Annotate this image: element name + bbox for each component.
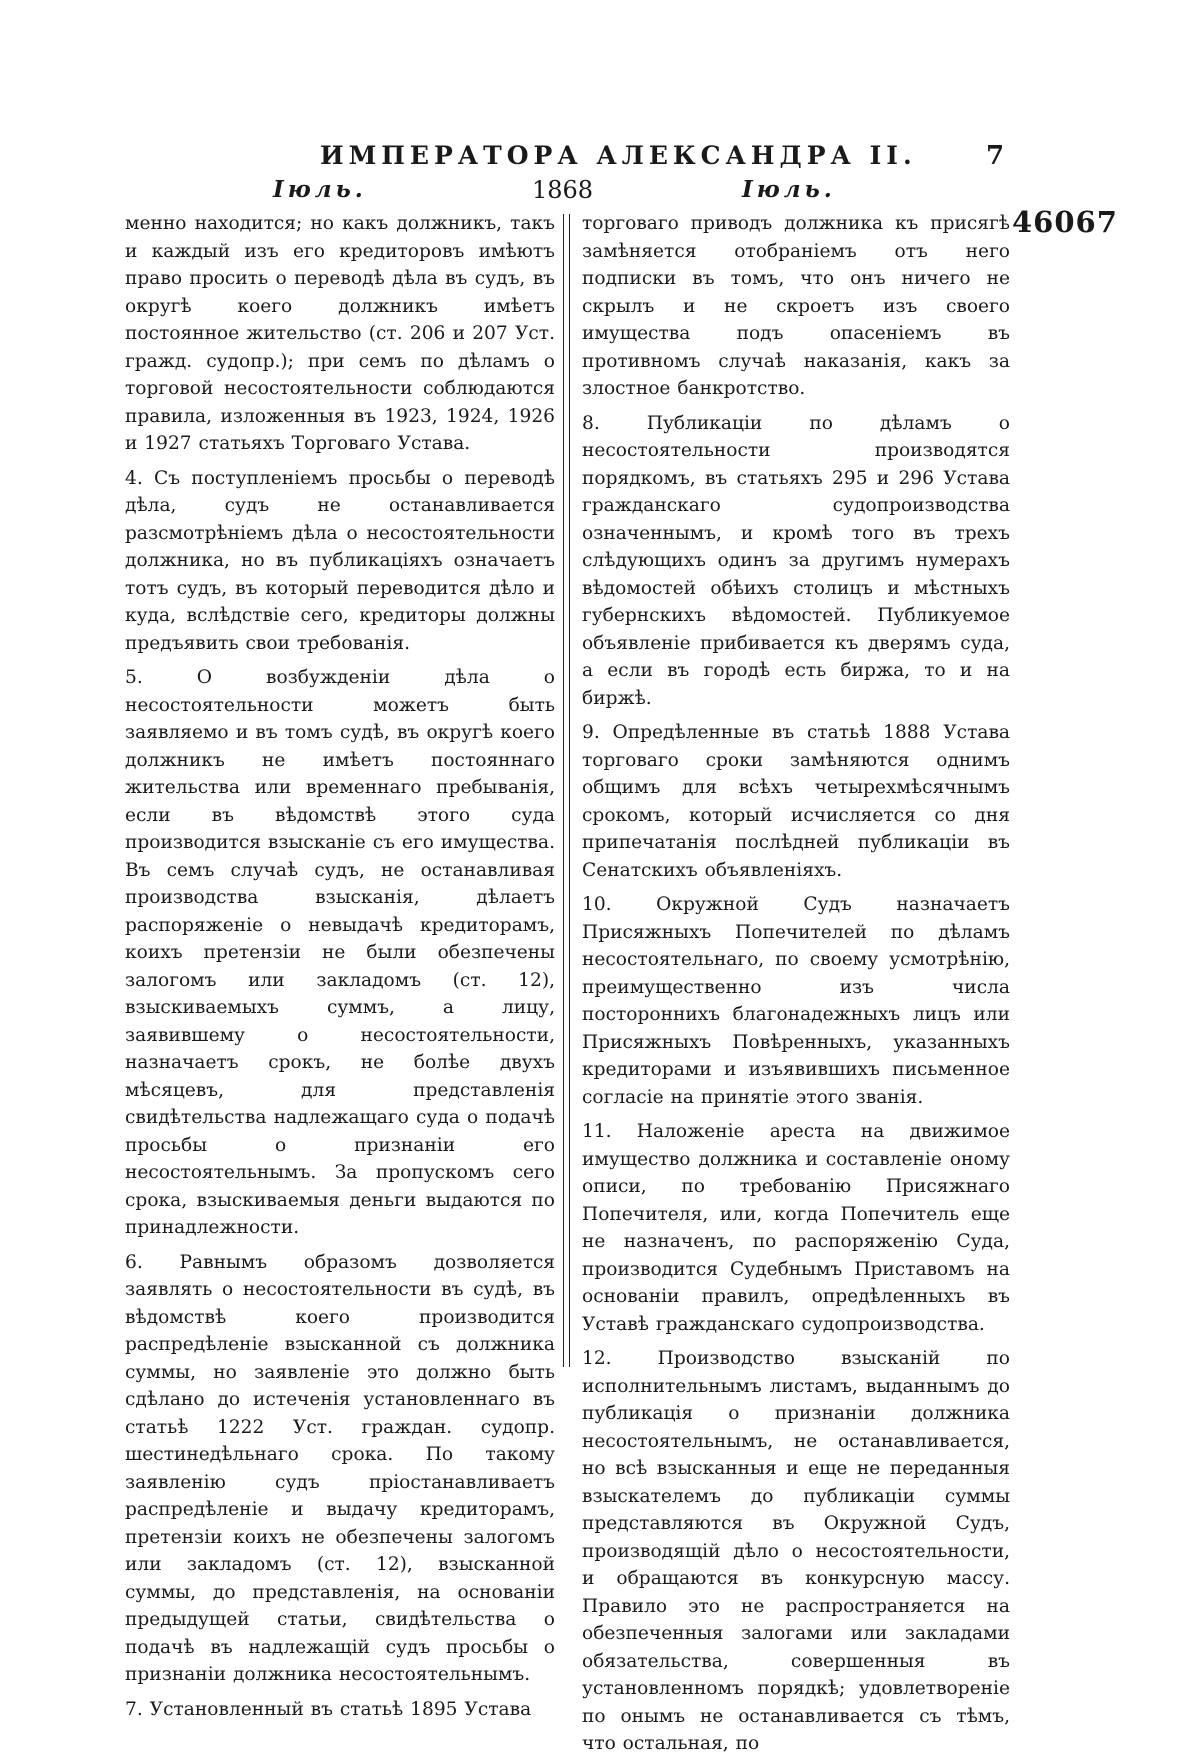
paragraph-article-7-continued: торговаго приводъ должника къ присягѣ замѣняется отобраніемъ отъ него подписки въ томъ, что онъ ничего не скрылъ и не скроетъ изъ своего имущества подъ опасеніемъ въ противномъ случаѣ наказанія, какъ за злостное банкротство. (582, 213, 1010, 399)
paragraph-continuation: менно находится; но какъ должникъ, такъ и каждый изъ его кредиторовъ имѣютъ право просить о переводѣ дѣла въ судъ, въ округѣ коего должникъ имѣетъ постоянное жительство (ст. 206 и 207 Уст. гражд. судопр.); при семъ по дѣламъ о торговой несостоятельности соблюдаются правила, изложенныя въ 1923, 1924, 1926 и 1927 статьяхъ Торговаго Устава. (125, 213, 555, 454)
paragraph-article-8: 8. Публикаціи по дѣламъ о несостоятельности производятся порядкомъ, въ статьяхъ 295 и 296 Устава гражданскаго судопроизводства означеннымъ, и кромѣ того въ трехъ слѣдующихъ одинъ за другимъ нумерахъ вѣдомостей обѣихъ столицъ и мѣстныхъ губернскихъ вѣдомостей. Публикуемое объявленіе прибивается къ дверямъ суда, а если въ городѣ есть биржа, то и на биржѣ. (582, 412, 1010, 709)
paragraph-article-11: 11. Наложеніе ареста на движимое имущество должника и составленіе оному описи, по требованію Присяжнаго Попечителя, или, когда Попечитель еще не назначенъ, по распоряженію Суда, производится Судебнымъ Приставомъ на основаніи правилъ, опредѣленныхъ въ Уставѣ гражданскаго судопроизводства. (582, 1121, 1010, 1335)
paragraph-article-6: 6. Равнымъ образомъ дозволяется заявлять о несостоятельности въ судѣ, въ вѣдомствѣ коего производится распредѣленіе взысканной съ должника суммы, но заявленіе это должно быть сдѣлано до истеченія установленнаго въ статьѣ 1222 Уст. граждан. судопр. шестинедѣльнаго срока. По такому заявленію судъ пріостанавливаетъ распредѣленіе и выдачу кредиторамъ, претензіи коихъ не обезпечены залогомъ или закладомъ (ст. 12), взысканной суммы, до представленія, на основаніи предыдущей статьи, свидѣтельства о подачѣ въ надлежащій судъ просьбы о признаніи должника несостоятельнымъ. (125, 1251, 555, 1685)
paragraph-article-12: 12. Производство взысканій по исполнительнымъ листамъ, выданнымъ до публикація о признаніи должника несостоятельнымъ, не останавливается, но всѣ взысканныя и еще не переданныя взыскателемъ до публикаціи суммы представляются въ Окружной Судъ, производящій дѣло о несостоятельности, и обращаются въ конкурсную массу. Правило это не распространяется на обезпеченныя залогами или закладами обязательства, совершенныя въ установленномъ порядкѣ; удовлетвореніе по онымъ не останавливается съ тѣмъ, что остальная, по (582, 1348, 1010, 1754)
year: 1868 (532, 176, 594, 204)
page-number: 7 (986, 141, 1005, 171)
month-left: Іюль. (273, 176, 367, 203)
page-title: ИМПЕРАТОРА АЛЕКСАНДРА II. (320, 141, 917, 170)
left-column (125, 210, 555, 1723)
column-divider (563, 214, 570, 1367)
paragraph-article-4: 4. Съ поступленіемъ просьбы о переводѣ дѣла, судъ не останавливается разсмотрѣніемъ дѣла о несостоятельности должника, но въ публикаціяхъ означаетъ тотъ судъ, въ который переводится дѣло и куда, вслѣдствіе сего, кредиторы должны предъявить свои требованія. (125, 467, 555, 654)
paragraph-article-9: 9. Опредѣленные въ статьѣ 1888 Устава торговаго сроки замѣняются однимъ общимъ для всѣхъ четырехмѣсячнымъ срокомъ, который исчисляется со дня припечатанія послѣдней публикаціи въ Сенатскихъ объявленіяхъ. (582, 722, 1010, 881)
month-right: Іюль. (742, 176, 836, 203)
paragraph-article-7: 7. Установленный въ статьѣ 1895 Устава (125, 1698, 532, 1720)
paragraph-article-10: 10. Окружной Судъ назначаетъ Присяжныхъ Попечителей по дѣламъ несостоятельнаго, по своему усмотрѣнію, преимущественно изъ числа постороннихъ благонадежныхъ лицъ или Присяжныхъ Повѣренныхъ, указанныхъ кредиторами и изъявившихъ письменное согласіе на принятіе этого званія. (582, 894, 1010, 1108)
document-number: 46067 (1012, 205, 1118, 239)
right-column (582, 210, 1010, 1758)
paragraph-article-5: 5. О возбужденіи дѣла о несостоятельности можетъ быть заявляемо и въ томъ судѣ, въ округѣ коего должникъ не имѣетъ постояннаго жительства или временнаго пребыванія, если въ вѣдомствѣ этого суда производится взысканіе съ его имущества. Въ семъ случаѣ судъ, не останавливая производства взысканія, дѣлаетъ распоряженіе о невыдачѣ кредиторамъ, коихъ претензіи не были обезпечены залогомъ или закладомъ (ст. 12), взыскиваемыхъ суммъ, а лицу, заявившему о несостоятельности, назначаетъ срокъ, не болѣе двухъ мѣсяцевъ, для представленія свидѣтельства надлежащаго суда о подачѣ просьбы о признаніи его несостоятельнымъ. За пропускомъ сего срока, взыскиваемыя деньги выдаются по принадлежности. (125, 667, 555, 1238)
